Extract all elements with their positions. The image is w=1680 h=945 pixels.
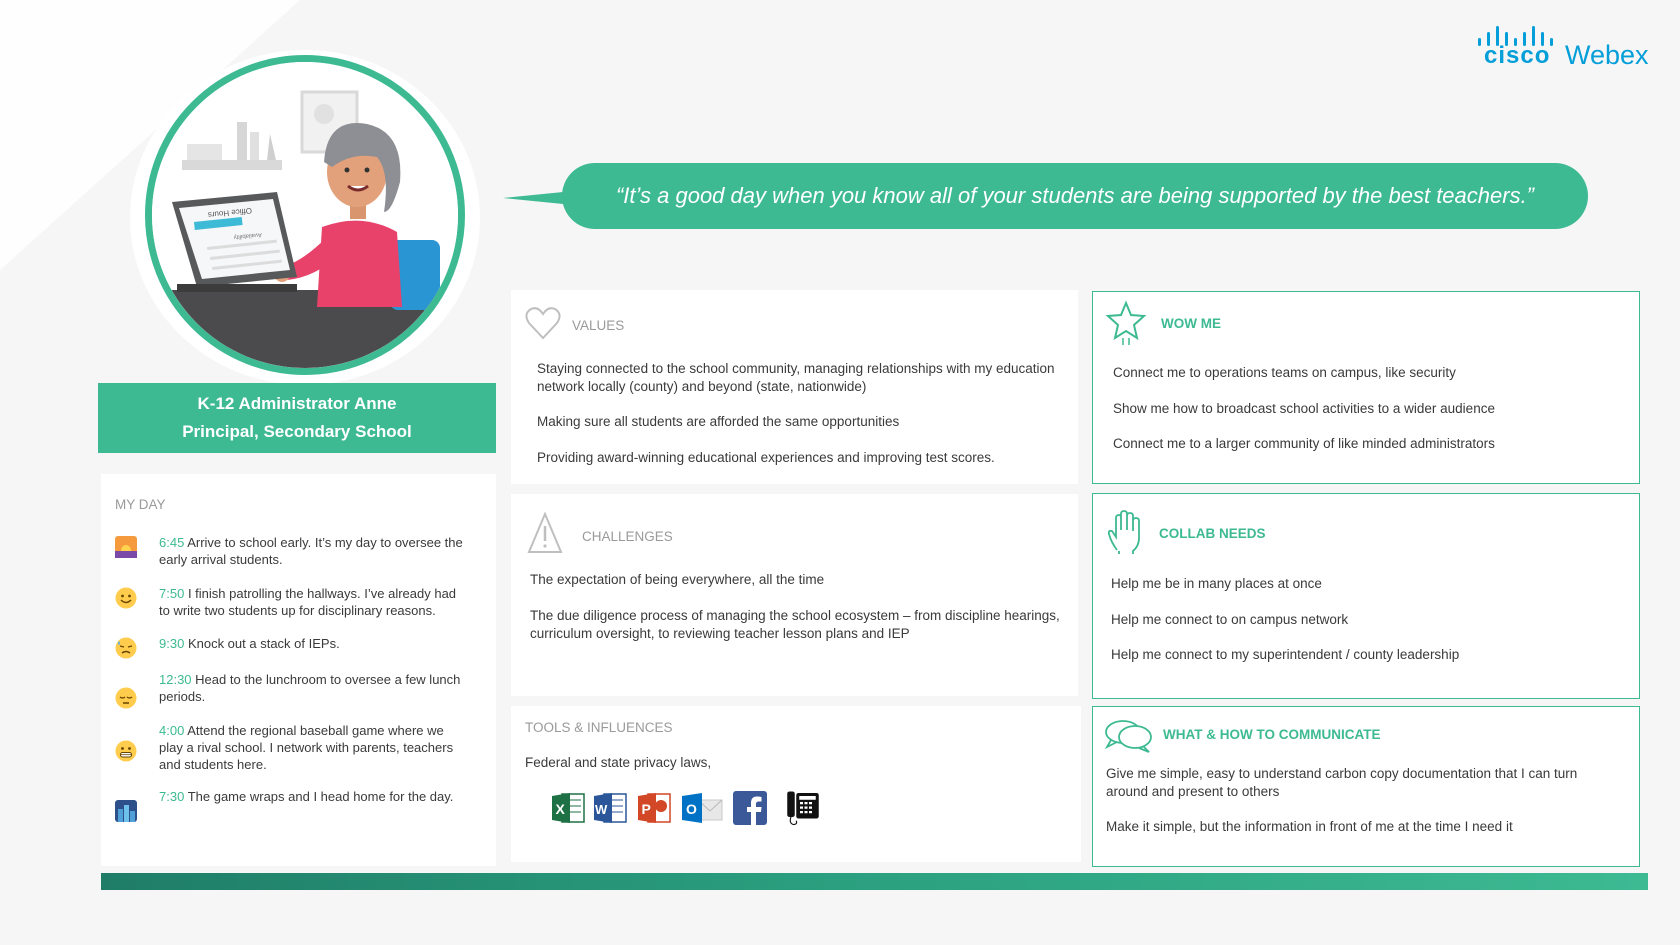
values-item: Providing award-winning educational experiences and improving test scores. [537,450,995,465]
webex-wordmark: Webex [1565,40,1649,70]
laptop-subtitle: Availability [233,230,263,240]
warning-icon [527,512,563,554]
night-city-icon [115,800,137,822]
outlook-icon [680,790,724,826]
communicate-item: Give me simple, easy to understand carbon copy documentation that I can turn around and present to others [1106,766,1578,799]
persona-role: Principal, Secondary School [182,422,412,441]
my-day-text: Arrive to school early. It’s my day to oversee the early arrival students. [159,535,463,567]
communicate-item: Make it simple, but the information in front of me at the time I need it [1106,819,1513,834]
challenges-title: CHALLENGES [582,529,673,544]
wow-me-item: Connect me to a larger community of like minded administrators [1113,436,1495,451]
laptop-title: Office Hours [207,205,253,220]
sunrise-icon [115,536,137,558]
word-icon [592,790,628,826]
svg-text:X: X [555,801,565,817]
collab-needs-title: COLLAB NEEDS [1159,526,1266,541]
wow-me-title: WOW ME [1161,316,1221,331]
wow-me-item: Show me how to broadcast school activities to a wider audience [1113,401,1495,416]
my-day-text: Attend the regional baseball game where we play a rival school. I network with parents, teachers and students here. [159,723,454,772]
my-day-text: I finish patrolling the hallways. I’ve already had to write two students up for disciplinary reasons. [159,586,457,618]
facebook-icon [732,790,768,826]
footer-bar [101,873,1648,890]
svg-text:P: P [641,801,651,817]
communicate-card [1092,706,1640,867]
svg-text:W: W [595,802,608,817]
cisco-wordmark: cisco [1484,42,1551,69]
my-day-time: 6:45 [159,535,185,550]
persona-quote: “It’s a good day when you know all of your students are being supported by the best teachers.” [562,163,1588,229]
collab-needs-card [1092,493,1640,699]
values-item: Staying connected to the school community, managing relationships with my education network locally (county) and beyond (state, nationwide) [537,361,1055,394]
sweat-face-icon [115,637,137,659]
excel-icon [550,790,586,826]
wow-me-card [1092,291,1640,484]
wow-me-item: Connect me to operations teams on campus, like security [1113,365,1456,380]
my-day-card [101,474,496,866]
tools-title: TOOLS & INFLUENCES [525,720,673,735]
my-day-time: 9:30 [159,636,185,651]
collab-needs-item: Help me connect to my superintendent / county leadership [1111,647,1460,662]
values-item: Making sure all students are afforded the same opportunities [537,414,900,429]
my-day-text: Head to the lunchroom to oversee a few lunch periods. [159,672,461,704]
my-day-text: The game wraps and I head home for the day. [187,789,454,804]
challenges-item: The expectation of being everywhere, all the time [530,572,825,587]
values-title: VALUES [572,318,625,333]
my-day-title: MY DAY [115,497,166,512]
star-icon [1105,300,1147,346]
my-day-time: 7:30 [159,789,185,804]
persona-name-banner [98,383,496,453]
desk-phone-icon [780,790,826,826]
powerpoint-icon [636,790,672,826]
my-day-time: 4:00 [159,723,185,738]
my-day-time: 7:50 [159,586,185,601]
tools-card [511,706,1081,862]
grimacing-face-icon [115,740,137,762]
collab-needs-item: Help me connect to on campus network [1111,612,1349,627]
collab-needs-item: Help me be in many places at once [1111,576,1322,591]
speech-bubbles-icon [1103,717,1153,755]
challenges-card [511,494,1078,696]
persona-illustration [145,55,465,375]
hand-icon [1105,510,1143,554]
my-day-text: Knock out a stack of IEPs. [187,636,340,651]
persona-name: K-12 Administrator Anne [197,394,397,413]
pensive-face-icon [115,687,137,709]
communicate-title: WHAT & HOW TO COMMUNICATE [1163,727,1381,742]
my-day-time: 12:30 [159,672,192,687]
cisco-webex-logo [1478,26,1648,76]
smiling-face-icon [115,587,137,609]
svg-text:O: O [686,801,697,817]
challenges-item: The due diligence process of managing the school ecosystem – from discipline hearings, curriculum oversight, to reviewing teacher lesson plans and IEP [530,608,1060,641]
values-card [511,290,1078,484]
heart-icon [525,306,561,340]
tools-text: Federal and state privacy laws, [525,755,712,770]
